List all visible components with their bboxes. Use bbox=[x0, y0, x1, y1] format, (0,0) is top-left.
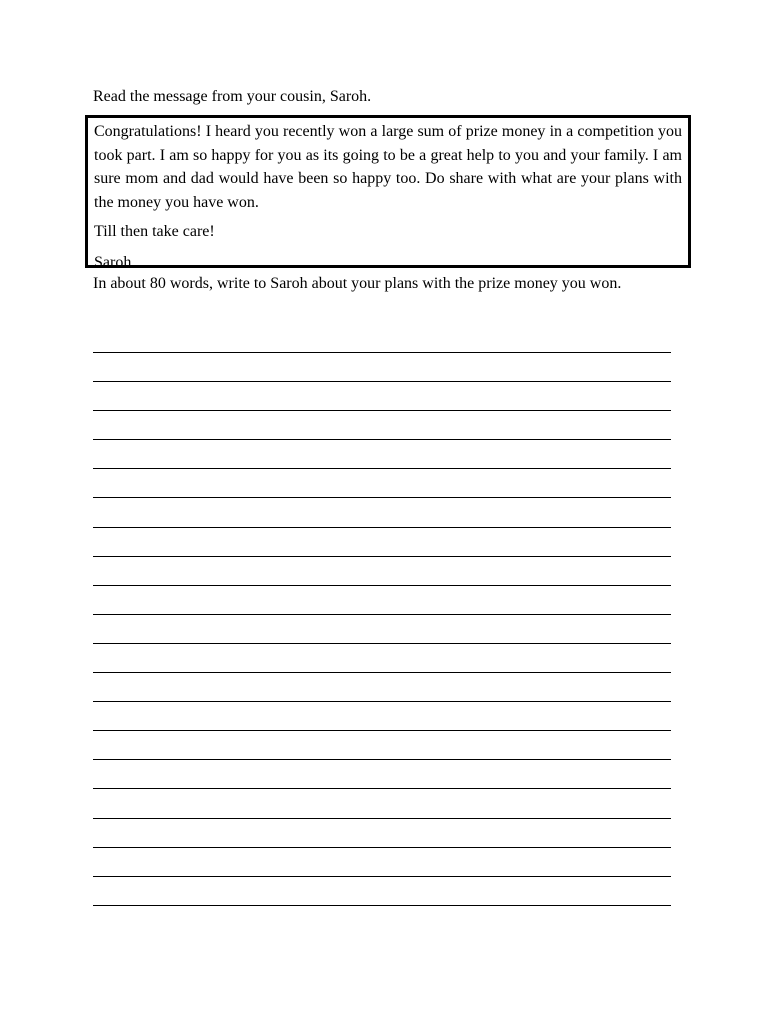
writing-line[interactable] bbox=[93, 818, 671, 819]
writing-line[interactable] bbox=[93, 352, 671, 353]
writing-line[interactable] bbox=[93, 439, 671, 440]
instruction-text: In about 80 words, write to Saroh about your plans with the prize money you won. bbox=[93, 275, 622, 292]
writing-lines-area[interactable] bbox=[93, 352, 671, 934]
writing-line[interactable] bbox=[93, 847, 671, 848]
writing-line[interactable] bbox=[93, 468, 671, 469]
message-box bbox=[85, 115, 691, 271]
writing-line[interactable] bbox=[93, 905, 671, 906]
writing-line[interactable] bbox=[93, 381, 671, 382]
writing-line[interactable] bbox=[93, 497, 671, 498]
writing-line[interactable] bbox=[93, 788, 671, 789]
writing-line[interactable] bbox=[93, 701, 671, 702]
writing-line[interactable] bbox=[93, 614, 671, 615]
writing-line[interactable] bbox=[93, 556, 671, 557]
writing-line[interactable] bbox=[93, 876, 671, 877]
message-closing: Till then take care! bbox=[94, 223, 215, 240]
intro-text: Read the message from your cousin, Saroh. bbox=[93, 88, 372, 105]
writing-line[interactable] bbox=[93, 643, 671, 644]
writing-line[interactable] bbox=[93, 410, 671, 411]
message-body: Congratulations! I heard you recently won a large sum of prize money in a competition you took part. I am so happy for you as its going to be a great help to you and your family. I am sure mom and dad would have been so happy too. Do share with what are your plans with the money you have won. bbox=[94, 123, 682, 211]
writing-line[interactable] bbox=[93, 759, 671, 760]
writing-line[interactable] bbox=[93, 527, 671, 528]
writing-line[interactable] bbox=[93, 585, 671, 586]
message-signature: Saroh bbox=[94, 253, 132, 271]
writing-line[interactable] bbox=[93, 672, 671, 673]
writing-line[interactable] bbox=[93, 730, 671, 731]
